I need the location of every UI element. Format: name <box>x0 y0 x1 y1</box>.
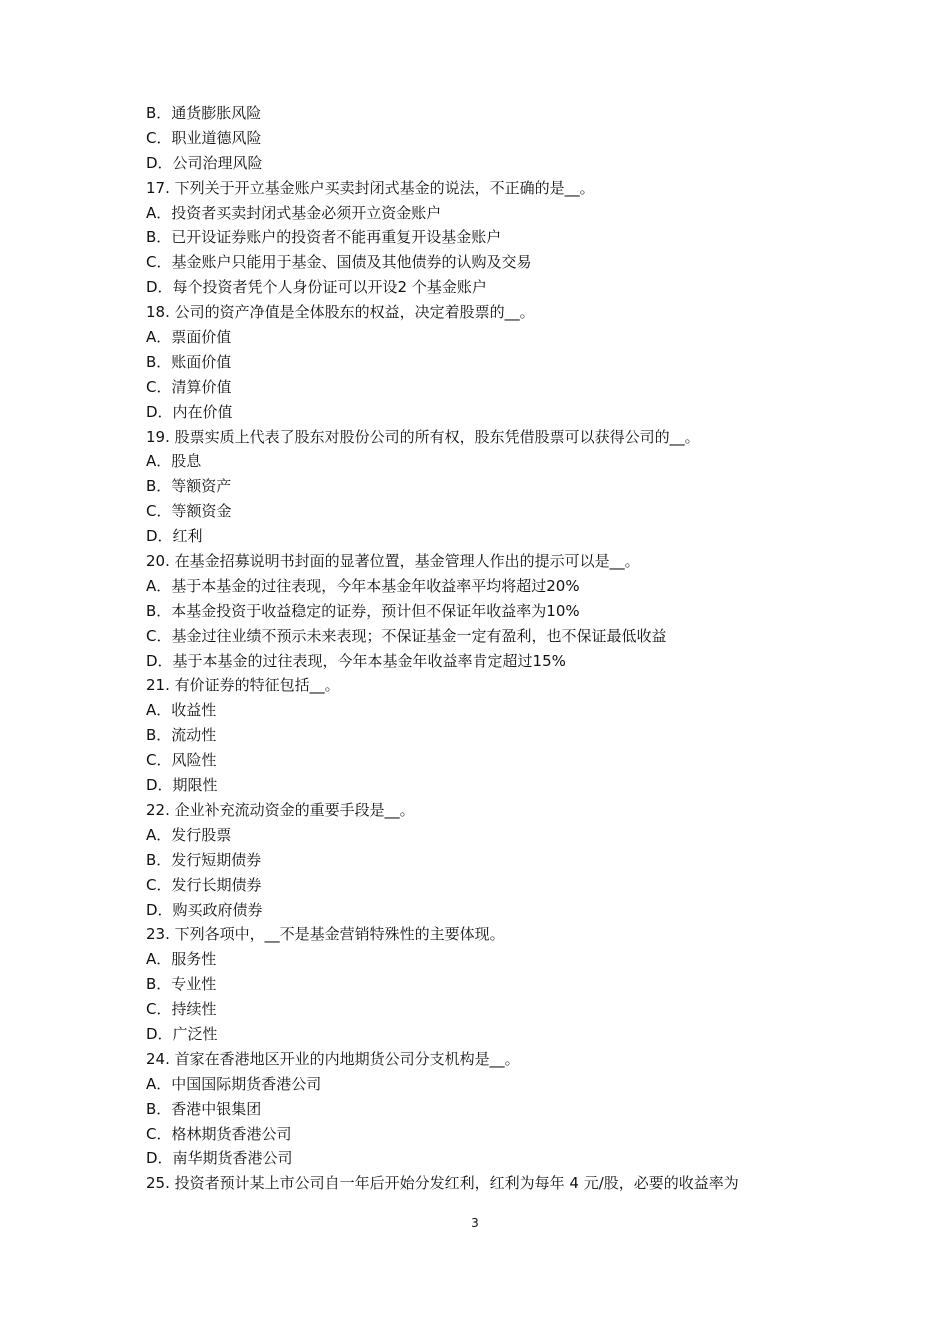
answer-option: B．等额资产 <box>146 477 232 496</box>
answer-option: C．基金过往业绩不预示未来表现；不保证基金一定有盈利，也不保证最低收益 <box>146 626 667 645</box>
answer-option: D．广泛性 <box>146 1024 218 1043</box>
answer-option: D．购买政府债券 <box>146 900 263 919</box>
answer-option: B．账面价值 <box>146 352 232 371</box>
question-stem: 24. 首家在香港地区开业的内地期货公司分支机构是__。 <box>146 1049 520 1068</box>
answer-option: D．期限性 <box>146 776 218 795</box>
answer-option: A．投资者买卖封闭式基金必须开立资金账户 <box>146 203 442 222</box>
question-stem: 18. 公司的资产净值是全体股东的权益，决定着股票的__。 <box>146 303 535 322</box>
question-stem: 20. 在基金招募说明书封面的显著位置，基金管理人作出的提示可以是__。 <box>146 552 640 571</box>
answer-option: C．持续性 <box>146 1000 217 1019</box>
answer-option: D．公司治理风险 <box>146 153 263 172</box>
answer-option: A．发行股票 <box>146 825 232 844</box>
answer-option: B．发行短期债券 <box>146 850 262 869</box>
question-stem: 25. 投资者预计某上市公司自一年后开始分发红利，红利为每年 4 元/股，必要的收益率为 <box>146 1174 739 1193</box>
answer-option: A．收益性 <box>146 701 217 720</box>
answer-option: B．香港中银集团 <box>146 1099 262 1118</box>
answer-option: C．发行长期债券 <box>146 875 262 894</box>
answer-option: D．基于本基金的过往表现，今年本基金年收益率肯定超过15% <box>146 651 566 670</box>
answer-option: C．基金账户只能用于基金、国债及其他债券的认购及交易 <box>146 253 532 272</box>
answer-option: A．中国国际期货香港公司 <box>146 1074 322 1093</box>
answer-option: B．专业性 <box>146 975 217 994</box>
question-stem: 22. 企业补充流动资金的重要手段是__。 <box>146 800 415 819</box>
answer-option: D．红利 <box>146 527 203 546</box>
answer-option: A．票面价值 <box>146 328 232 347</box>
answer-option: B．本基金投资于收益稳定的证券，预计但不保证年收益率为10% <box>146 601 580 620</box>
answer-option: C．风险性 <box>146 751 217 770</box>
question-text-block <box>146 101 826 1196</box>
answer-option: D．内在价值 <box>146 402 233 421</box>
answer-option: B．已开设证券账户的投资者不能再重复开设基金账户 <box>146 228 502 247</box>
answer-option: C．清算价值 <box>146 377 232 396</box>
answer-option: B．通货膨胀风险 <box>146 104 262 122</box>
answer-option: C．等额资金 <box>146 502 232 521</box>
answer-option: A．股息 <box>146 452 202 471</box>
page-number: 3 <box>471 1216 479 1230</box>
question-stem: 23. 下列各项中，__不是基金营销特殊性的主要体现。 <box>146 925 505 944</box>
question-stem: 21. 有价证券的特征包括__。 <box>146 676 340 695</box>
answer-option: A．基于本基金的过往表现，今年本基金年收益率平均将超过20% <box>146 576 580 595</box>
answer-option: B．流动性 <box>146 726 217 745</box>
answer-option: D．南华期货香港公司 <box>146 1149 293 1168</box>
answer-option: D．每个投资者凭个人身份证可以开设2 个基金账户 <box>146 278 487 297</box>
answer-option: A．服务性 <box>146 950 217 969</box>
answer-option: C．格林期货香港公司 <box>146 1124 292 1143</box>
answer-option: C．职业道德风险 <box>146 128 262 147</box>
question-stem: 19. 股票实质上代表了股东对股份公司的所有权，股东凭借股票可以获得公司的__。 <box>146 427 700 446</box>
question-stem: 17. 下列关于开立基金账户买卖封闭式基金的说法，不正确的是__。 <box>146 178 595 197</box>
